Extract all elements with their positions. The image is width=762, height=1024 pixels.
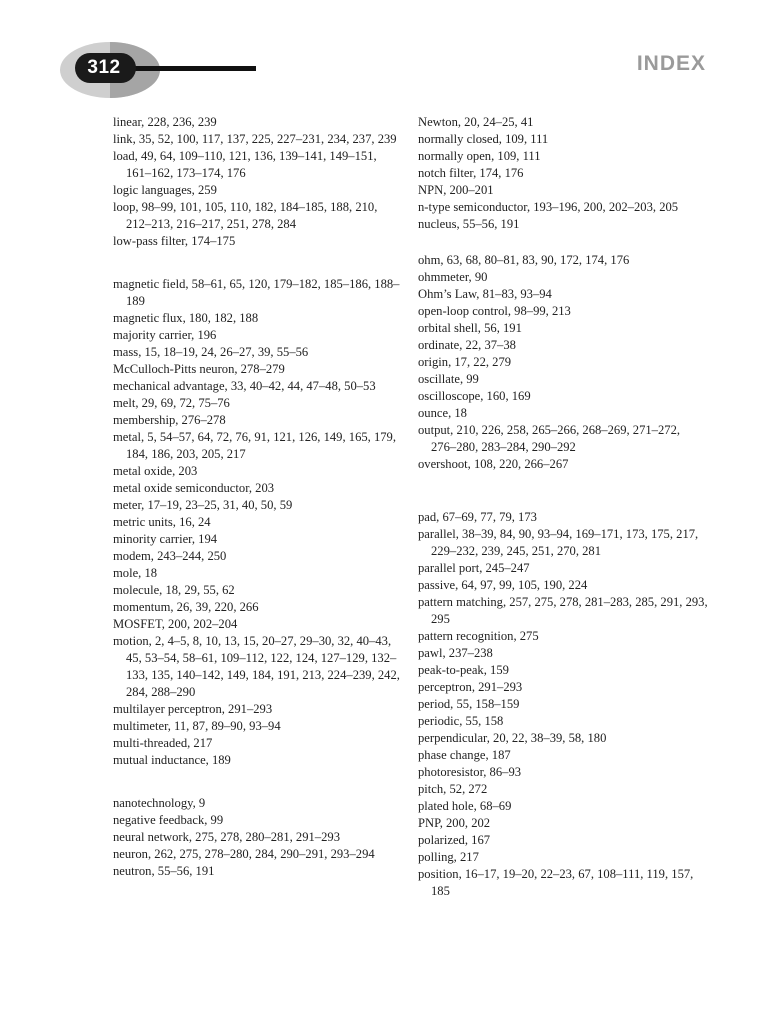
- index-entry: perpendicular, 20, 22, 38–39, 58, 180: [418, 731, 607, 745]
- index-entry: normally closed, 109, 111: [418, 132, 549, 146]
- index-entry: overshoot, 108, 220, 266–267: [418, 457, 569, 471]
- index-entry: period, 55, 158–159: [418, 697, 520, 711]
- index-entry: multi-threaded, 217: [113, 736, 213, 750]
- index-entry: position, 16–17, 19–20, 22–23, 67, 108–111, 119, 157, 185: [418, 867, 694, 898]
- index-entry: magnetic field, 58–61, 65, 120, 179–182, 185–186, 188–189: [113, 277, 400, 308]
- index-entry: mechanical advantage, 33, 40–42, 44, 47–48, 50–53: [113, 379, 376, 393]
- running-head: INDEX: [636, 52, 706, 75]
- index-entry: origin, 17, 22, 279: [418, 355, 512, 369]
- index-entry: metric units, 16, 24: [113, 515, 211, 529]
- index-entry: linear, 228, 236, 239: [113, 115, 217, 129]
- index-entry: normally open, 109, 111: [418, 149, 541, 163]
- index-entry: nanotechnology, 9: [113, 796, 206, 810]
- index-entry: passive, 64, 97, 99, 105, 190, 224: [418, 578, 588, 592]
- index-entry: Newton, 20, 24–25, 41: [418, 115, 534, 129]
- index-entry: ordinate, 22, 37–38: [418, 338, 516, 352]
- page-number: 312: [87, 57, 121, 78]
- index-entry: membership, 276–278: [113, 413, 226, 427]
- index-entry: pad, 67–69, 77, 79, 173: [418, 510, 537, 524]
- index-entry: mutual inductance, 189: [113, 753, 231, 767]
- index-entry: load, 49, 64, 109–110, 121, 136, 139–141, 149–151, 161–162, 173–174, 176: [113, 149, 377, 180]
- index-entry: loop, 98–99, 101, 105, 110, 182, 184–185, 188, 210, 212–213, 216–217, 251, 278, 284: [113, 200, 378, 231]
- index-entry: polling, 217: [418, 850, 479, 864]
- index-group-o: [418, 252, 708, 473]
- index-entry: modem, 243–244, 250: [113, 549, 227, 563]
- index-group-n: [113, 795, 403, 880]
- index-entry: magnetic flux, 180, 182, 188: [113, 311, 259, 325]
- index-entry: oscillate, 99: [418, 372, 479, 386]
- index-entry: neuron, 262, 275, 278–280, 284, 290–291, 293–294: [113, 847, 375, 861]
- index-entry: parallel port, 245–247: [418, 561, 530, 575]
- index-entry: neural network, 275, 278, 280–281, 291–293: [113, 830, 341, 844]
- index-entry: parallel, 38–39, 84, 90, 93–94, 169–171, 173, 175, 217, 229–232, 239, 245, 251, 270, 281: [418, 527, 699, 558]
- index-entry: neutron, 55–56, 191: [113, 864, 215, 878]
- index-column-right: [418, 114, 708, 900]
- index-entry: pattern matching, 257, 275, 278, 281–283, 285, 291, 293, 295: [418, 595, 708, 626]
- index-entry: peak-to-peak, 159: [418, 663, 509, 677]
- index-entry: mole, 18: [113, 566, 158, 580]
- index-column-left: [113, 114, 403, 880]
- index-entry: pitch, 52, 272: [418, 782, 488, 796]
- index-entry: phase change, 187: [418, 748, 511, 762]
- index-entry: photoresistor, 86–93: [418, 765, 522, 779]
- index-entry: metal oxide semiconductor, 203: [113, 481, 275, 495]
- index-entry: output, 210, 226, 258, 265–266, 268–269, 271–272, 276–280, 283–284, 290–292: [418, 423, 681, 454]
- index-group-l: [113, 114, 403, 250]
- index-entry: orbital shell, 56, 191: [418, 321, 522, 335]
- index-entry: momentum, 26, 39, 220, 266: [113, 600, 259, 614]
- index-entry: majority carrier, 196: [113, 328, 217, 342]
- index-entry: melt, 29, 69, 72, 75–76: [113, 396, 230, 410]
- index-entry: pattern recognition, 275: [418, 629, 539, 643]
- index-entry: notch filter, 174, 176: [418, 166, 524, 180]
- index-entry: metal, 5, 54–57, 64, 72, 76, 91, 121, 126, 149, 165, 179, 184, 186, 203, 205, 217: [113, 430, 396, 461]
- index-entry: McCulloch-Pitts neuron, 278–279: [113, 362, 285, 376]
- index-entry: multilayer perceptron, 291–293: [113, 702, 273, 716]
- index-entry: n-type semiconductor, 193–196, 200, 202–203, 205: [418, 200, 679, 214]
- index-entry: multimeter, 11, 87, 89–90, 93–94: [113, 719, 281, 733]
- index-entry: ohm, 63, 68, 80–81, 83, 90, 172, 174, 176: [418, 253, 630, 267]
- index-entry: plated hole, 68–69: [418, 799, 512, 813]
- page-header: [0, 0, 762, 110]
- index-entry: perceptron, 291–293: [418, 680, 523, 694]
- index-group-n-continued: [418, 114, 708, 233]
- index-entry: open-loop control, 98–99, 213: [418, 304, 571, 318]
- index-entry: logic languages, 259: [113, 183, 217, 197]
- index-entry: mass, 15, 18–19, 24, 26–27, 39, 55–56: [113, 345, 309, 359]
- index-entry: NPN, 200–201: [418, 183, 494, 197]
- index-entry: polarized, 167: [418, 833, 491, 847]
- index-entry: low-pass filter, 174–175: [113, 234, 236, 248]
- index-entry: negative feedback, 99: [113, 813, 224, 827]
- index-entry: nucleus, 55–56, 191: [418, 217, 520, 231]
- index-entry: link, 35, 52, 100, 117, 137, 225, 227–231, 234, 237, 239: [113, 132, 397, 146]
- index-entry: periodic, 55, 158: [418, 714, 504, 728]
- index-entry: metal oxide, 203: [113, 464, 198, 478]
- index-entry: molecule, 18, 29, 55, 62: [113, 583, 235, 597]
- index-entry: motion, 2, 4–5, 8, 10, 13, 15, 20–27, 29–30, 32, 40–43, 45, 53–54, 58–61, 109–112, 122, 124, 127–129, 132–133, 135, 140–142, 149, 184, 191, 213, 224–239, 242, 284, 288–290: [113, 634, 400, 699]
- index-group-p: [418, 509, 708, 900]
- index-entry: oscilloscope, 160, 169: [418, 389, 531, 403]
- index-entry: PNP, 200, 202: [418, 816, 491, 830]
- index-entry: minority carrier, 194: [113, 532, 218, 546]
- index-entry: pawl, 237–238: [418, 646, 493, 660]
- index-entry: ounce, 18: [418, 406, 467, 420]
- index-entry: ohmmeter, 90: [418, 270, 488, 284]
- index-entry: MOSFET, 200, 202–204: [113, 617, 238, 631]
- index-entry: Ohm’s Law, 81–83, 93–94: [418, 287, 552, 301]
- index-entry: meter, 17–19, 23–25, 31, 40, 50, 59: [113, 498, 293, 512]
- index-group-m: [113, 276, 403, 769]
